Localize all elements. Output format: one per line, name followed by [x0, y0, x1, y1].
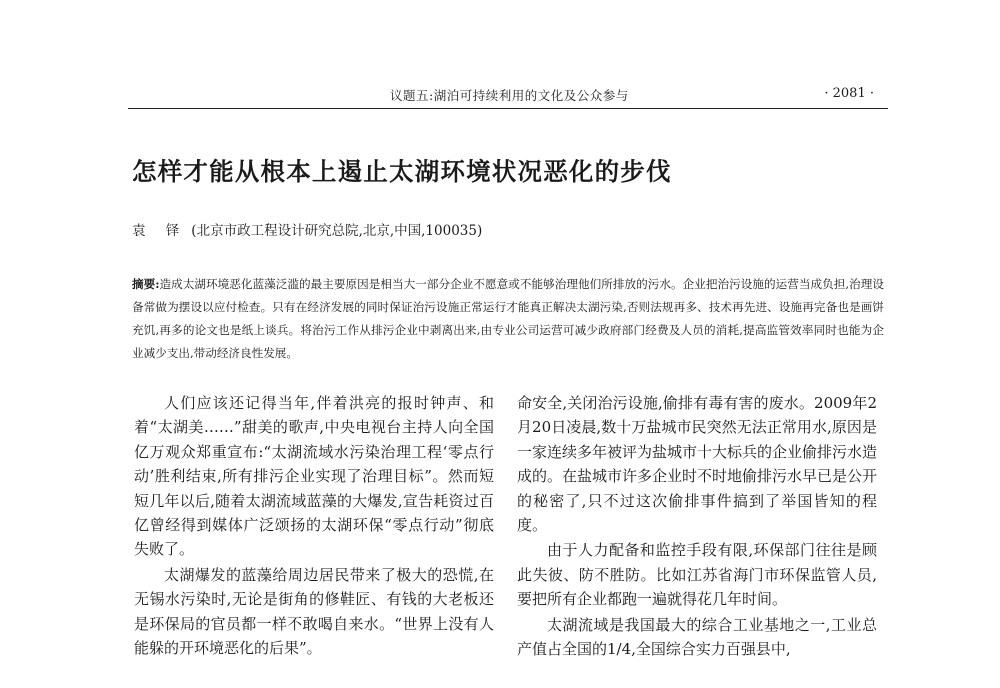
article-title: 怎样才能从根本上遏止太湖环境状况恶化的步伐: [132, 157, 672, 186]
author-name: 袁 铎: [132, 223, 188, 239]
abstract: [132, 273, 884, 365]
page-number: · 2081 ·: [824, 86, 874, 101]
running-title: 议题五:湖泊可持续利用的文化及公众参与: [390, 88, 629, 103]
paragraph: 太湖流域是我国最大的综合工业基地之一,工业总产值占全国的1/4,全国综合实力百强县中,: [517, 615, 877, 659]
paragraph: 人们应该还记得当年,伴着洪亮的报时钟声、和着“太湖美……”甜美的歌声,中央电视台主持人向全国亿万观众郑重宣布:“太湖流域水污染治理工程‘零点行动’胜利结束,所有排污企业实现了治理目标”。然而短短几年以后,随着太湖流域蓝藻的大爆发,宣告耗资过百亿曾经得到媒体广泛颂扬的太湖环保“零点行动”彻底失败了。: [134, 394, 494, 559]
body-right-column: [517, 391, 877, 662]
body-left-column: [134, 391, 494, 661]
paragraph: 由于人力配备和监控手段有限,环保部门往往是顾此失彼、防不胜防。比如江苏省海门市环保监管人员,要把所有企业都跑一遍就得花几年时间。: [517, 541, 877, 609]
author-affiliation: (北京市政工程设计研究总院,北京,中国,100035): [191, 223, 483, 239]
paragraph-continuation: 命安全,关闭治污设施,偷排有毒有害的废水。2009年2月20日凌晨,数十万盐城市民突然无法正常用水,原因是一家连续多年被评为盐城市十大标兵的企业偷排污水造成的。在盐城市许多企业时不时地偷排污水早已是公开的秘密了,只不过这次偷排事件搞到了举国皆知的程度。: [517, 394, 878, 535]
running-header: [128, 86, 888, 104]
abstract-text: 造成太湖环境恶化蓝藻泛滥的最主要原因是相当大一部分企业不愿意或不能够治理他们所排放的污水。企业把治污设施的运营当成负担,治理设备常做为摆设以应付检查。只有在经济发展的同时保证治污设施正常运行才能真正解决太湖污染,否则法规再多、技术再先进、设施再完备也是画饼充饥,再多的论文也是纸上谈兵。将治污工作从排污企业中剥离出来,由专业公司运营可减少政府部门经费及人员的消耗,提高监管效率同时也能为企业减少支出,带动经济良性发展。: [132, 277, 884, 360]
header-rule: [128, 108, 888, 109]
abstract-label: 摘要:: [132, 277, 160, 291]
author-line: [132, 219, 482, 239]
paragraph: 太湖爆发的蓝藻给周边居民带来了极大的恐慌,在无锡水污染时,无论是街角的修鞋匠、有钱的大老板还是环保局的官员都一样不敢喝自来水。“世界上没有人能躲的开环境恶化的后果”。: [134, 565, 494, 658]
